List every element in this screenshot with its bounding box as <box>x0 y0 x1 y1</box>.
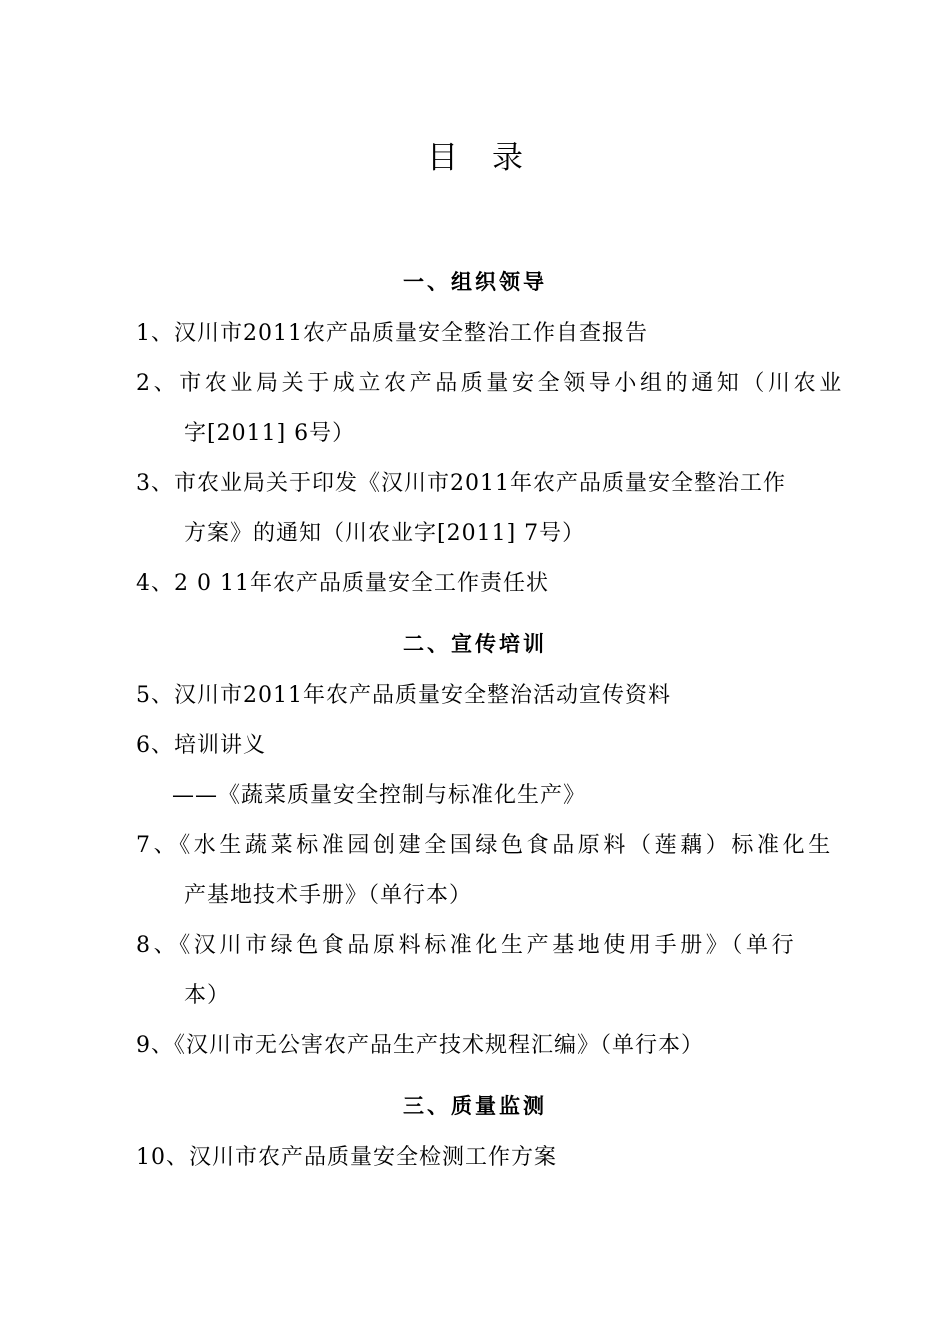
toc-entry-6-cont: ——《蔬菜质量安全控制与标准化生产》 <box>172 783 587 808</box>
toc-entry-7: 7、《水生蔬菜标准园创建全国绿色食品原料（莲藕）标准化生 <box>136 833 834 858</box>
toc-entry-7-cont: 产基地技术手册》（单行本） <box>184 883 473 908</box>
toc-entry-1: 1、汉川市2011农产品质量安全整治工作自查报告 <box>136 321 648 346</box>
toc-entry-10: 10、汉川市农产品质量安全检测工作方案 <box>136 1145 557 1170</box>
toc-entry-2: 2、市农业局关于成立农产品质量安全领导小组的通知（川农业 <box>136 371 845 396</box>
toc-entry-4: 4、2 0 11年农产品质量安全工作责任状 <box>136 571 549 596</box>
toc-entry-3-cont: 方案》的通知（川农业字[2011] 7号） <box>184 521 586 546</box>
toc-entry-5: 5、汉川市2011年农产品质量安全整治活动宣传资料 <box>136 683 671 708</box>
toc-entry-2-cont: 字[2011] 6号） <box>184 421 356 446</box>
toc-entry-8: 8、《汉川市绿色食品原料标准化生产基地使用手册》（单行 <box>136 933 798 958</box>
section-heading-2: 二、宣传培训 <box>403 631 547 656</box>
section-heading-3: 三、质量监测 <box>403 1093 547 1118</box>
toc-entry-3: 3、市农业局关于印发《汉川市2011年农产品质量安全整治工作 <box>136 471 786 496</box>
toc-entry-9: 9、《汉川市无公害农产品生产技术规程汇编》（单行本） <box>136 1033 704 1058</box>
section-heading-1: 一、组织领导 <box>403 269 547 294</box>
page-title: 目录 <box>427 140 557 176</box>
toc-entry-6: 6、培训讲义 <box>136 733 266 758</box>
toc-entry-8-cont: 本） <box>184 983 231 1008</box>
